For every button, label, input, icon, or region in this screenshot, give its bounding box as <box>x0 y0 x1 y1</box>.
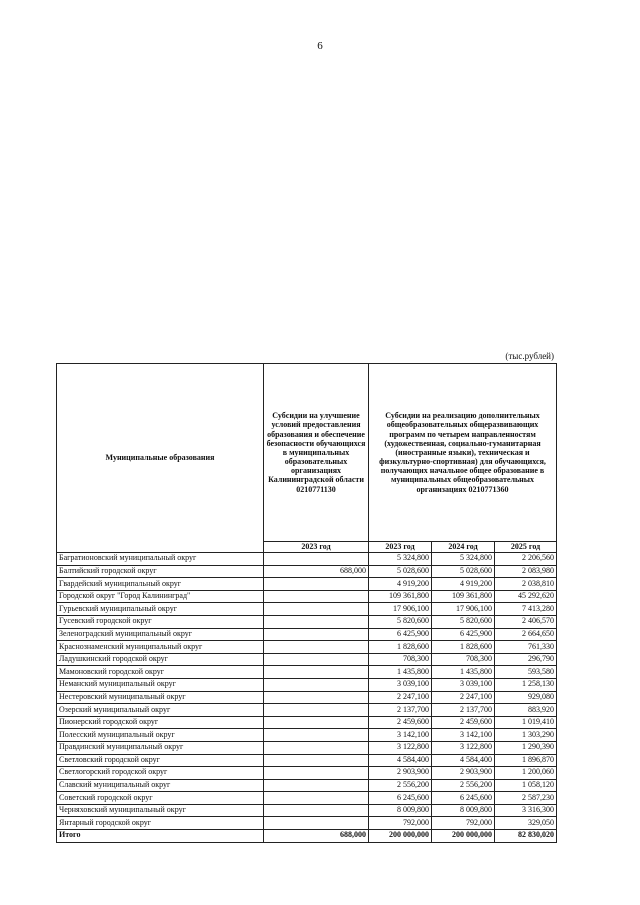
row-2023-cell: 4 584,400 <box>369 754 432 767</box>
row-2025-cell: 1 290,390 <box>495 741 557 754</box>
row-2025-cell: 2 587,230 <box>495 792 557 805</box>
header-subsidy-programs: Субсидии на реализацию дополнительных общеобразовательных общеразвивающих программ по четырем направленностям (художественная, социально-гуманитарная (иностранные языки), техническая и физкультурно-спортивная) для обучающихся, получающих начальное общее образование в муниципальных общеобразовательных организациях 0210771360 <box>369 364 557 542</box>
table-row <box>57 615 557 628</box>
table-row <box>57 691 557 704</box>
row-name-cell: Полесский муниципальный округ <box>57 729 264 742</box>
row-2023-cell: 2 459,600 <box>369 716 432 729</box>
row-2024-cell: 792,000 <box>432 817 495 830</box>
table-row <box>57 590 557 603</box>
row-name-cell: Пионерский городской округ <box>57 716 264 729</box>
total-2024-cell: 200 000,000 <box>432 830 495 843</box>
header-year-s1: 2023 год <box>264 542 369 553</box>
row-s1-cell <box>264 704 369 717</box>
row-2023-cell: 3 039,100 <box>369 678 432 691</box>
row-2025-cell: 1 200,060 <box>495 767 557 780</box>
table-body <box>57 553 557 843</box>
row-2024-cell: 6 245,600 <box>432 792 495 805</box>
row-2025-cell: 1 019,410 <box>495 716 557 729</box>
row-s1-cell <box>264 779 369 792</box>
row-2025-cell: 929,080 <box>495 691 557 704</box>
row-name-cell: Нестеровский муниципальный округ <box>57 691 264 704</box>
row-name-cell: Черняховский муниципальный округ <box>57 804 264 817</box>
row-2025-cell: 7 413,280 <box>495 603 557 616</box>
row-2024-cell: 5 324,800 <box>432 553 495 566</box>
table-total-row <box>57 830 557 843</box>
row-2025-cell: 2 206,560 <box>495 553 557 566</box>
row-name-cell: Балтийский городской округ <box>57 565 264 578</box>
row-2024-cell: 2 247,100 <box>432 691 495 704</box>
table-row <box>57 729 557 742</box>
row-2023-cell: 6 245,600 <box>369 792 432 805</box>
row-2025-cell: 45 292,620 <box>495 590 557 603</box>
row-2023-cell: 8 009,800 <box>369 804 432 817</box>
row-2025-cell: 2 083,980 <box>495 565 557 578</box>
row-2023-cell: 1 435,800 <box>369 666 432 679</box>
subsidy-table-container <box>56 363 556 843</box>
total-2025-cell: 82 830,020 <box>495 830 557 843</box>
row-name-cell: Городской округ "Город Калининград" <box>57 590 264 603</box>
row-name-cell: Неманский муниципальный округ <box>57 678 264 691</box>
row-2024-cell: 708,300 <box>432 653 495 666</box>
header-municipalities: Муниципальные образования <box>57 364 264 553</box>
row-2024-cell: 8 009,800 <box>432 804 495 817</box>
row-2023-cell: 4 919,200 <box>369 578 432 591</box>
row-s1-cell <box>264 716 369 729</box>
row-name-cell: Светлогорский городской округ <box>57 767 264 780</box>
row-s1-cell <box>264 804 369 817</box>
row-name-cell: Краснознаменский муниципальный округ <box>57 641 264 654</box>
table-row <box>57 704 557 717</box>
row-s1-cell <box>264 615 369 628</box>
row-2023-cell: 2 247,100 <box>369 691 432 704</box>
row-2025-cell: 1 303,290 <box>495 729 557 742</box>
row-s1-cell <box>264 603 369 616</box>
table-row <box>57 767 557 780</box>
row-2023-cell: 6 425,900 <box>369 628 432 641</box>
row-2023-cell: 2 903,900 <box>369 767 432 780</box>
total-2023-cell: 200 000,000 <box>369 830 432 843</box>
row-2024-cell: 4 584,400 <box>432 754 495 767</box>
row-2025-cell: 329,050 <box>495 817 557 830</box>
row-2023-cell: 3 122,800 <box>369 741 432 754</box>
row-s1-cell <box>264 754 369 767</box>
row-s1-cell <box>264 678 369 691</box>
row-2024-cell: 5 820,600 <box>432 615 495 628</box>
table-row <box>57 628 557 641</box>
row-name-cell: Правдинский муниципальный округ <box>57 741 264 754</box>
row-2024-cell: 5 028,600 <box>432 565 495 578</box>
row-s1-cell <box>264 767 369 780</box>
row-2025-cell: 296,790 <box>495 653 557 666</box>
table-row <box>57 666 557 679</box>
row-2025-cell: 593,580 <box>495 666 557 679</box>
row-2023-cell: 792,000 <box>369 817 432 830</box>
table-row <box>57 817 557 830</box>
row-name-cell: Мамоновский городской округ <box>57 666 264 679</box>
row-2023-cell: 2 556,200 <box>369 779 432 792</box>
row-2024-cell: 3 122,800 <box>432 741 495 754</box>
row-name-cell: Багратионовский муниципальный округ <box>57 553 264 566</box>
table-row <box>57 741 557 754</box>
row-2025-cell: 2 664,650 <box>495 628 557 641</box>
row-name-cell: Гвардейский муниципальный округ <box>57 578 264 591</box>
row-name-cell: Ладушкинский городской округ <box>57 653 264 666</box>
row-2023-cell: 708,300 <box>369 653 432 666</box>
row-s1-cell <box>264 666 369 679</box>
table-row <box>57 678 557 691</box>
row-s1-cell <box>264 590 369 603</box>
row-2024-cell: 1 435,800 <box>432 666 495 679</box>
table-row <box>57 603 557 616</box>
row-name-cell: Озерский муниципальный округ <box>57 704 264 717</box>
row-2024-cell: 17 906,100 <box>432 603 495 616</box>
row-2024-cell: 4 919,200 <box>432 578 495 591</box>
row-2023-cell: 2 137,700 <box>369 704 432 717</box>
row-name-cell: Славский муниципальный округ <box>57 779 264 792</box>
row-2025-cell: 883,920 <box>495 704 557 717</box>
table-row <box>57 653 557 666</box>
row-s1-cell <box>264 729 369 742</box>
row-2023-cell: 3 142,100 <box>369 729 432 742</box>
row-2025-cell: 1 058,120 <box>495 779 557 792</box>
table-row <box>57 565 557 578</box>
row-2024-cell: 109 361,800 <box>432 590 495 603</box>
table-row <box>57 754 557 767</box>
row-2023-cell: 109 361,800 <box>369 590 432 603</box>
table-row <box>57 553 557 566</box>
row-s1-cell <box>264 741 369 754</box>
total-name-cell: Итого <box>57 830 264 843</box>
row-2024-cell: 2 459,600 <box>432 716 495 729</box>
row-2024-cell: 3 039,100 <box>432 678 495 691</box>
table-row <box>57 641 557 654</box>
row-s1-cell <box>264 817 369 830</box>
row-2025-cell: 2 038,810 <box>495 578 557 591</box>
row-2024-cell: 3 142,100 <box>432 729 495 742</box>
header-year-2024: 2024 год <box>432 542 495 553</box>
row-2024-cell: 6 425,900 <box>432 628 495 641</box>
row-2025-cell: 1 258,130 <box>495 678 557 691</box>
row-2024-cell: 2 903,900 <box>432 767 495 780</box>
row-2024-cell: 2 556,200 <box>432 779 495 792</box>
page-number: 6 <box>317 40 323 52</box>
row-s1-cell <box>264 553 369 566</box>
row-2025-cell: 2 406,570 <box>495 615 557 628</box>
row-s1-cell: 688,000 <box>264 565 369 578</box>
row-2023-cell: 5 324,800 <box>369 553 432 566</box>
subsidy-table <box>56 363 557 843</box>
row-name-cell: Советский городской округ <box>57 792 264 805</box>
row-2023-cell: 17 906,100 <box>369 603 432 616</box>
row-s1-cell <box>264 641 369 654</box>
row-s1-cell <box>264 653 369 666</box>
header-year-2023: 2023 год <box>369 542 432 553</box>
row-2023-cell: 5 820,600 <box>369 615 432 628</box>
table-row <box>57 804 557 817</box>
row-s1-cell <box>264 792 369 805</box>
table-row <box>57 792 557 805</box>
row-name-cell: Гурьевский муниципальный округ <box>57 603 264 616</box>
table-row <box>57 578 557 591</box>
table-header <box>57 364 557 553</box>
header-year-2025: 2025 год <box>495 542 557 553</box>
row-2025-cell: 1 896,870 <box>495 754 557 767</box>
unit-note: (тыс.рублей) <box>505 351 554 361</box>
header-subsidy-conditions: Субсидии на улучшение условий предоставления образования и обеспечение безопасности обучающихся в муниципальных образовательных организациях Калининградской области 0210771130 <box>264 364 369 542</box>
total-s1-cell: 688,000 <box>264 830 369 843</box>
row-2024-cell: 2 137,700 <box>432 704 495 717</box>
row-2023-cell: 1 828,600 <box>369 641 432 654</box>
row-name-cell: Зеленоградский муниципальный округ <box>57 628 264 641</box>
row-2025-cell: 3 316,300 <box>495 804 557 817</box>
table-row <box>57 716 557 729</box>
row-2023-cell: 5 028,600 <box>369 565 432 578</box>
row-s1-cell <box>264 691 369 704</box>
row-name-cell: Янтарный городской округ <box>57 817 264 830</box>
row-name-cell: Гусевский городской округ <box>57 615 264 628</box>
row-s1-cell <box>264 628 369 641</box>
row-2025-cell: 761,330 <box>495 641 557 654</box>
row-name-cell: Светловский городской округ <box>57 754 264 767</box>
row-s1-cell <box>264 578 369 591</box>
table-row <box>57 779 557 792</box>
row-2024-cell: 1 828,600 <box>432 641 495 654</box>
